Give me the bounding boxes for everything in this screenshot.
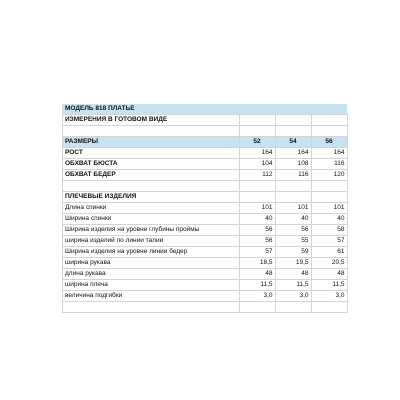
cell-value: 164 — [311, 148, 347, 159]
cell-value: 164 — [239, 148, 275, 159]
table-row — [63, 159, 348, 170]
cell-value: 112 — [239, 170, 275, 181]
cell-value: 57 — [239, 247, 275, 258]
table-row — [63, 280, 348, 291]
cell-value: 11,5 — [275, 280, 311, 291]
cell-value: 11,5 — [311, 280, 347, 291]
cell-value: 58 — [311, 225, 347, 236]
size-header: 56 — [311, 137, 347, 148]
cell-value: 104 — [239, 159, 275, 170]
cell-value: 55 — [275, 236, 311, 247]
row-label: ширина рукава — [63, 258, 240, 269]
row-label: Длина спинки — [63, 203, 240, 214]
cell-value: 20,5 — [311, 258, 347, 269]
title-row — [63, 104, 348, 115]
size-header: 54 — [275, 137, 311, 148]
cell-value: 48 — [311, 269, 347, 280]
table-row — [63, 170, 348, 181]
row-label: Ширина спинки — [63, 214, 240, 225]
table-row — [63, 269, 348, 280]
row-label: ОБХВАТ БЕДЕР — [63, 170, 240, 181]
table-row — [63, 214, 348, 225]
row-label: ОБХВАТ БЮСТА — [63, 159, 240, 170]
cell-value: 108 — [275, 159, 311, 170]
cell-value: 101 — [275, 203, 311, 214]
cell-value: 19,5 — [275, 258, 311, 269]
cell-value: 116 — [311, 159, 347, 170]
cell-value: 18,5 — [239, 258, 275, 269]
spacer-row — [63, 181, 348, 192]
cell-value: 40 — [311, 214, 347, 225]
cell-value: 56 — [275, 225, 311, 236]
model-title: МОДЕЛЬ 818 ПЛАТЬЕ — [63, 104, 240, 115]
cell-value: 120 — [311, 170, 347, 181]
row-label: величина подгибки — [63, 291, 240, 302]
table-row — [63, 148, 348, 159]
sizes-header-row — [63, 137, 348, 148]
row-label: Ширина изделия на уровне линии бедер — [63, 247, 240, 258]
sizes-label: РАЗМЕРЫ — [63, 137, 240, 148]
cell-value: 3,0 — [275, 291, 311, 302]
table-row — [63, 291, 348, 302]
row-label: ширина изделий по линии талии — [63, 236, 240, 247]
row-label: длина рукава — [63, 269, 240, 280]
measurements-table — [62, 104, 348, 313]
cell-value: 101 — [311, 203, 347, 214]
row-label: Ширина изделия на уровне глубины проймы — [63, 225, 240, 236]
cell-value: 48 — [275, 269, 311, 280]
cell-value: 59 — [275, 247, 311, 258]
table-row — [63, 247, 348, 258]
cell-value: 101 — [239, 203, 275, 214]
cell-value: 164 — [275, 148, 311, 159]
row-label: ширина плеча — [63, 280, 240, 291]
cell-value: 11,5 — [239, 280, 275, 291]
cell-value: 48 — [239, 269, 275, 280]
table-row — [63, 258, 348, 269]
spacer-row — [63, 126, 348, 137]
cell-value: 57 — [311, 236, 347, 247]
cell-value: 3,0 — [239, 291, 275, 302]
row-label: РОСТ — [63, 148, 240, 159]
spacer-row — [63, 302, 348, 313]
cell-value: 56 — [239, 236, 275, 247]
table-row — [63, 225, 348, 236]
section-label: ПЛЕЧЕВЫЕ ИЗДЕЛИЯ — [63, 192, 240, 203]
subtitle: ИЗМЕРЕНИЯ В ГОТОВОМ ВИДЕ — [63, 115, 240, 126]
cell-value: 40 — [275, 214, 311, 225]
section-row — [63, 192, 348, 203]
cell-value: 116 — [275, 170, 311, 181]
cell-value: 61 — [311, 247, 347, 258]
table-row — [63, 203, 348, 214]
subtitle-row — [63, 115, 348, 126]
cell-value: 3,0 — [311, 291, 347, 302]
table-row — [63, 236, 348, 247]
size-header: 52 — [239, 137, 275, 148]
cell-value: 40 — [239, 214, 275, 225]
cell-value: 56 — [239, 225, 275, 236]
